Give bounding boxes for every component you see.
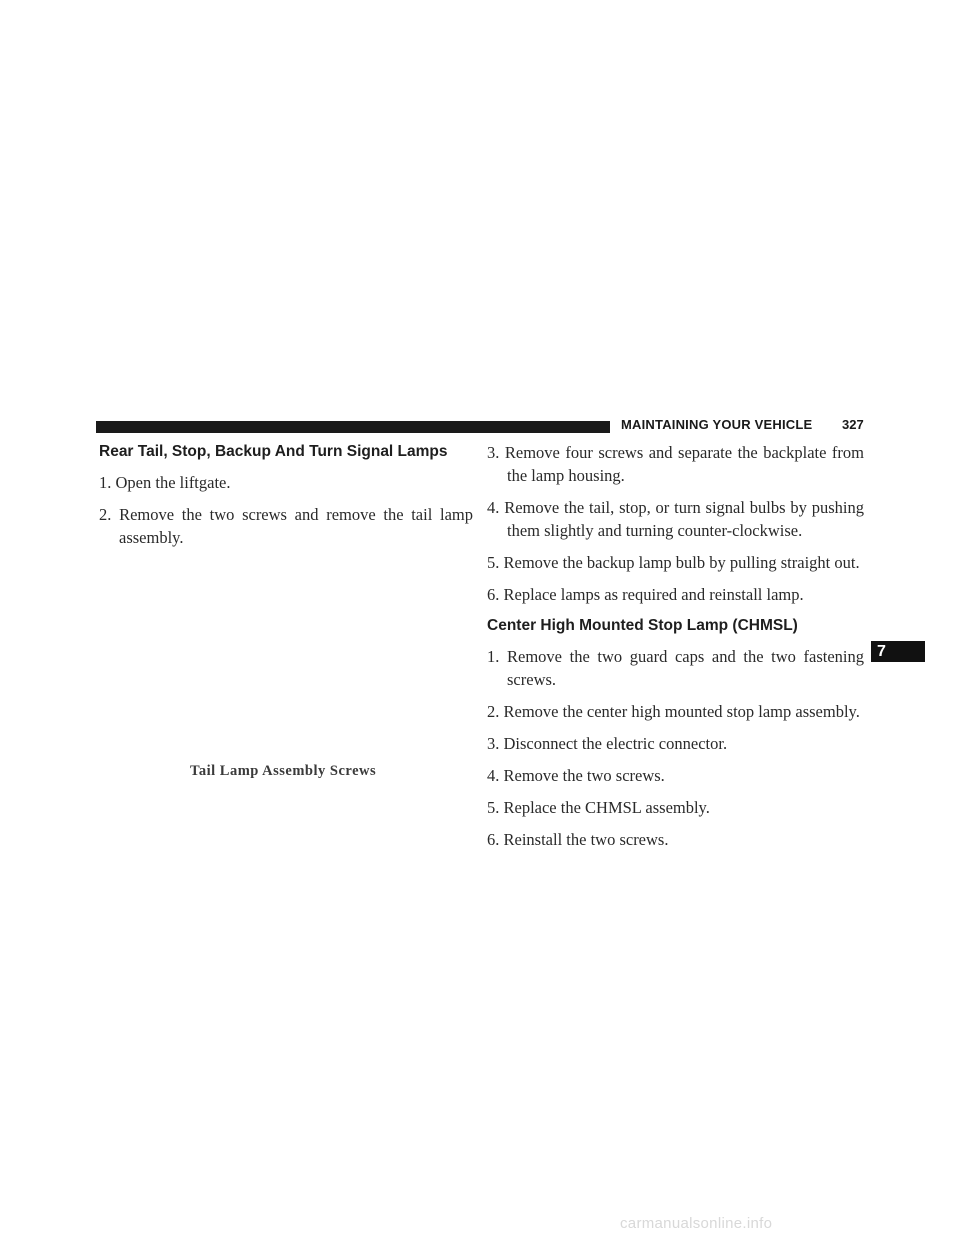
step-text: Remove the backup lamp bulb by pulling straight out.: [503, 553, 860, 572]
step-number: 5.: [487, 798, 500, 817]
left-column: [99, 441, 473, 558]
step-number: 5.: [487, 553, 500, 572]
figure-caption: Tail Lamp Assembly Screws: [190, 763, 377, 779]
step-number: 3.: [487, 734, 500, 753]
right-column: [487, 441, 864, 860]
step-text-continued: screws.: [507, 670, 557, 689]
step-number: 2.: [99, 505, 112, 524]
step-number: 1.: [487, 647, 500, 666]
step-item: [487, 645, 864, 691]
step-item: [487, 732, 864, 755]
step-text: Remove the center high mounted stop lamp assembly.: [503, 702, 860, 721]
step-text: Remove the two screws and remove the tail lamp: [119, 505, 473, 524]
step-item: [487, 828, 864, 851]
step-item: [487, 700, 864, 723]
step-item: [487, 764, 864, 787]
step-item: [487, 551, 864, 574]
step-item: [99, 503, 473, 549]
step-number: 1.: [99, 473, 112, 492]
step-item: [487, 441, 864, 487]
section-heading-rear-lamps: Rear Tail, Stop, Backup And Turn Signal Lamps: [99, 443, 448, 460]
step-text-continued: the lamp housing.: [507, 466, 625, 485]
step-number: 3.: [487, 443, 500, 462]
step-text: Replace the CHMSL assembly.: [503, 798, 710, 817]
step-item: [487, 583, 864, 606]
step-text: Replace lamps as required and reinstall lamp.: [503, 585, 804, 604]
section-title: MAINTAINING YOUR VEHICLE: [621, 417, 813, 432]
section-heading-chmsl: Center High Mounted Stop Lamp (CHMSL): [487, 617, 798, 634]
step-text-continued: assembly.: [119, 528, 184, 547]
page-number: 327: [842, 417, 864, 432]
step-text: Disconnect the electric connector.: [503, 734, 728, 753]
step-item: [99, 471, 473, 494]
step-number: 4.: [487, 498, 500, 517]
step-text: Remove the tail, stop, or turn signal bulbs by pushing: [504, 498, 864, 517]
step-number: 2.: [487, 702, 500, 721]
step-text-continued: them slightly and turning counter-clockwise.: [507, 521, 803, 540]
step-number: 6.: [487, 585, 500, 604]
step-text: Remove the two guard caps and the two fastening: [507, 647, 864, 666]
step-text: Remove four screws and separate the backplate from: [504, 443, 865, 462]
chapter-tab: 7: [871, 641, 925, 662]
step-text: Remove the two screws.: [503, 766, 665, 785]
step-text: Open the liftgate.: [115, 473, 231, 492]
step-text: Reinstall the two screws.: [503, 830, 669, 849]
step-number: 4.: [487, 766, 500, 785]
header-rule: [96, 421, 610, 433]
step-item: [487, 796, 864, 819]
step-item: [487, 496, 864, 542]
step-number: 6.: [487, 830, 500, 849]
watermark: carmanualsonline.info: [620, 1215, 773, 1232]
